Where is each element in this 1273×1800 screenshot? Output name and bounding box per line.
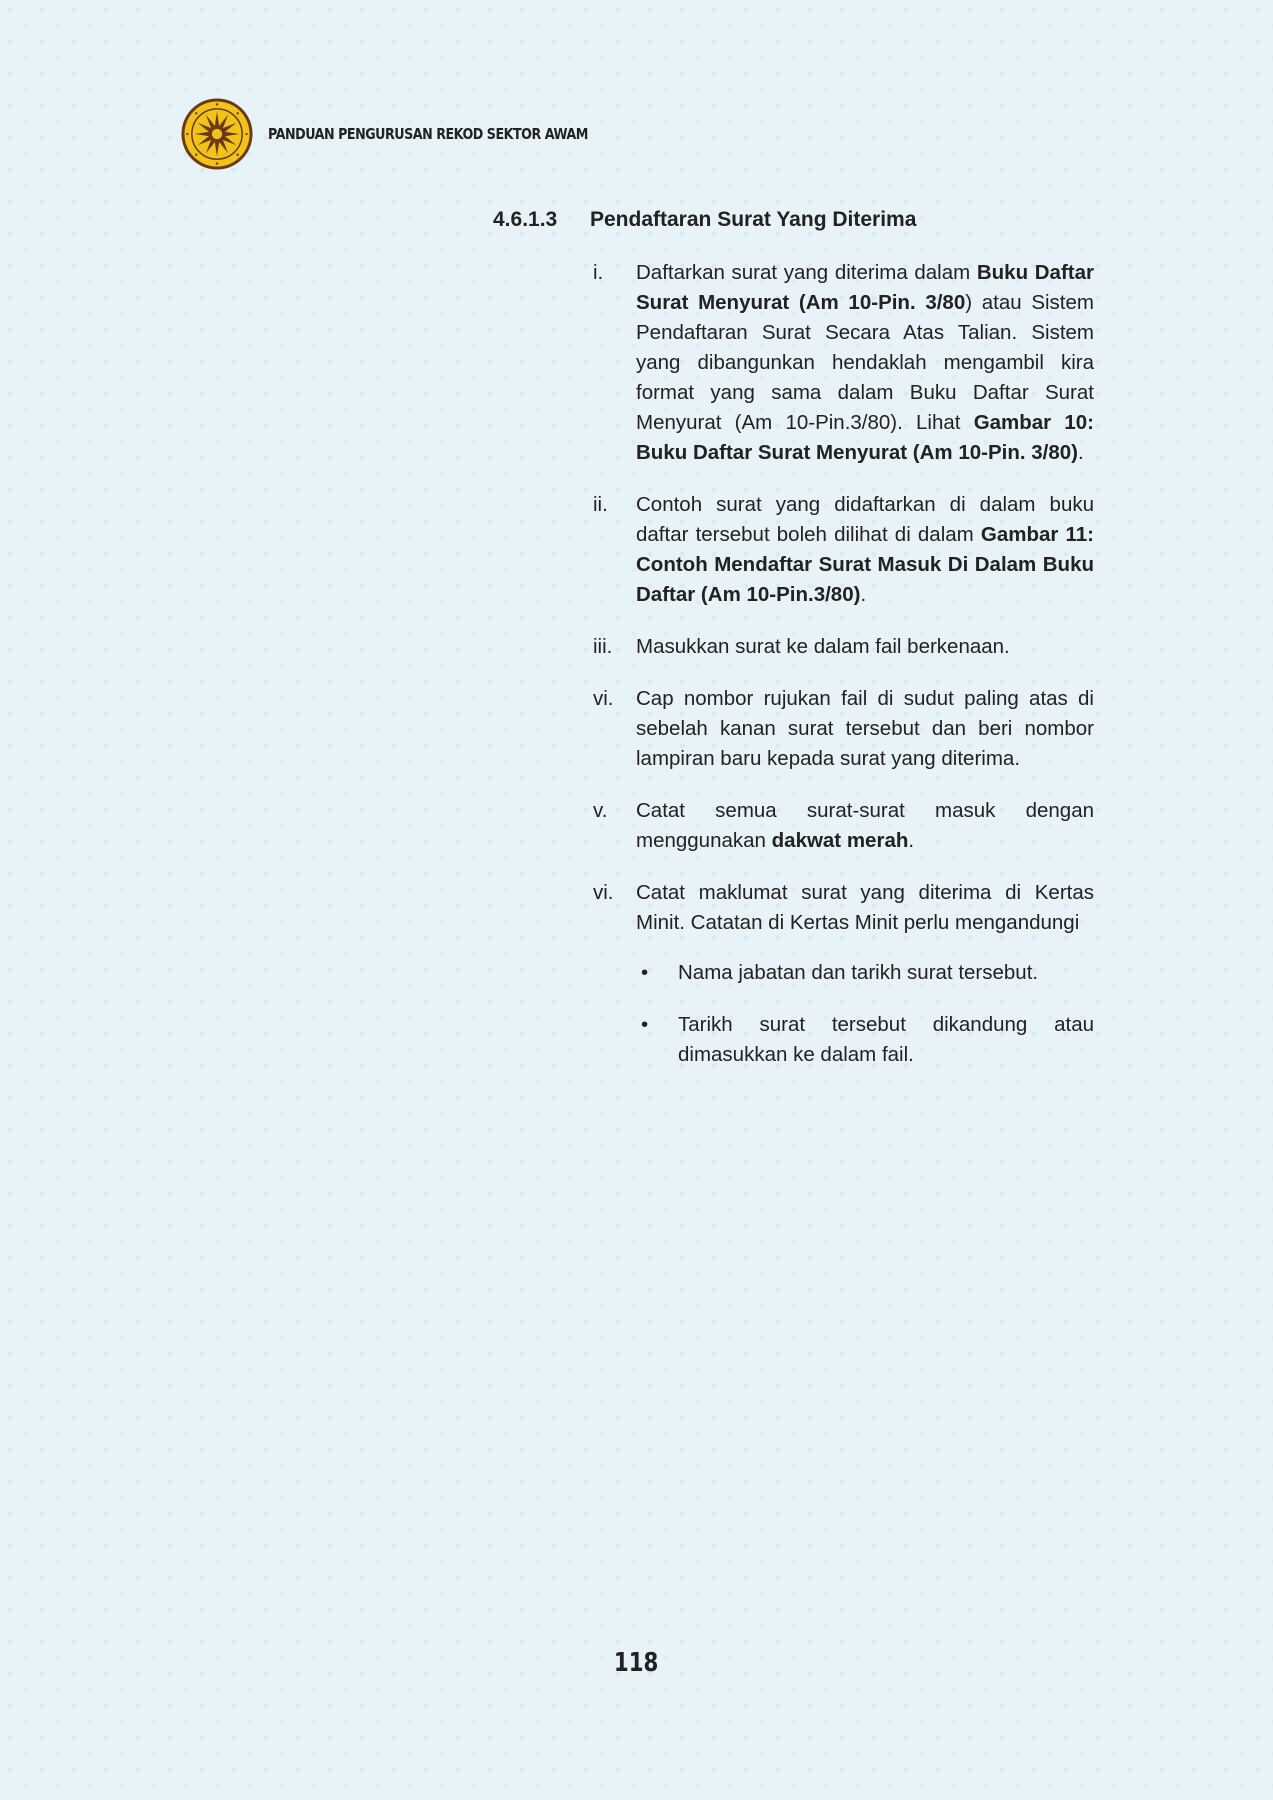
text-run: Masukkan surat ke dalam fail berkenaan. xyxy=(636,635,1010,658)
list-item-text xyxy=(636,684,1094,774)
bullet-dot-icon: • xyxy=(641,961,649,984)
section-title: Pendaftaran Surat Yang Diterima xyxy=(590,208,917,231)
text-run: Daftarkan surat yang diterima dalam xyxy=(636,261,977,284)
bullet-list xyxy=(593,958,1094,1070)
list-item-marker: i. xyxy=(593,261,604,284)
page-number-text: 118 xyxy=(614,1648,659,1678)
text-run: . xyxy=(860,583,867,606)
list-item xyxy=(593,878,1094,938)
text-run: Contoh surat yang didaftarkan di dalam buku daftar tersebut boleh dilihat di dalam xyxy=(636,493,1094,546)
list-item xyxy=(593,684,1094,774)
list-item-marker: ii. xyxy=(593,493,608,516)
document-title: PANDUAN PENGURUSAN REKOD SEKTOR AWAM xyxy=(268,125,588,143)
text-run: ) atau Sistem Pendaftaran Surat Secara Atas Talian. Sistem yang dibangunkan hendaklah mengambil kira format yang sama dalam Buku Daftar Surat Menyurat (Am 10-Pin.3/80). Lihat xyxy=(636,291,1094,434)
list-item-text xyxy=(636,258,1094,468)
bullet-item xyxy=(636,1010,1094,1070)
list-item-text xyxy=(636,878,1094,938)
list-item xyxy=(593,490,1094,610)
emphasis-text: Gambar 10: Buku Daftar Surat Menyurat (Am 10-Pin. 3/80) xyxy=(636,411,1094,464)
text-run: Cap nombor rujukan fail di sudut paling atas di sebelah kanan surat tersebut dan beri nombor lampiran baru kepada surat yang diterima. xyxy=(636,687,1094,770)
list-item-text xyxy=(636,796,1094,856)
emphasis-text: dakwat merah xyxy=(771,829,909,852)
text-run: Catat maklumat surat yang diterima di Kertas Minit. Catatan di Kertas Minit perlu mengandungi xyxy=(636,881,1094,934)
section-number: 4.6.1.3 xyxy=(493,208,558,231)
list-item xyxy=(593,632,1094,662)
list-item-text xyxy=(636,632,1094,662)
text-run: . xyxy=(908,829,915,852)
bullet-text: Tarikh surat tersebut dikandung atau dimasukkan ke dalam fail. xyxy=(678,1013,1094,1066)
list-item-marker: vi. xyxy=(593,881,614,904)
emphasis-text: Buku Daftar Surat Menyurat (Am 10-Pin. 3/80 xyxy=(636,261,1094,314)
list-item-text xyxy=(636,490,1094,610)
list-item-marker: v. xyxy=(593,799,608,822)
text-run: . xyxy=(1078,441,1084,464)
list-item-marker: iii. xyxy=(593,635,613,658)
page-number xyxy=(0,1648,1273,1678)
bullet-text: Nama jabatan dan tarikh surat tersebut. xyxy=(678,961,1039,984)
arkib-negara-seal-icon xyxy=(180,97,254,171)
list-item xyxy=(593,796,1094,856)
emphasis-text: Gambar 11: Contoh Mendaftar Surat Masuk Di Dalam Buku Daftar (Am 10-Pin.3/80) xyxy=(636,523,1094,606)
section-content xyxy=(593,258,1094,1092)
text-run: Catat semua surat-surat masuk dengan menggunakan xyxy=(636,799,1094,852)
bullet-dot-icon: • xyxy=(641,1013,649,1036)
page-header xyxy=(180,96,658,172)
list-item-marker: vi. xyxy=(593,687,614,710)
bullet-item xyxy=(636,958,1094,988)
numbered-list xyxy=(593,258,1094,938)
list-item xyxy=(593,258,1094,468)
